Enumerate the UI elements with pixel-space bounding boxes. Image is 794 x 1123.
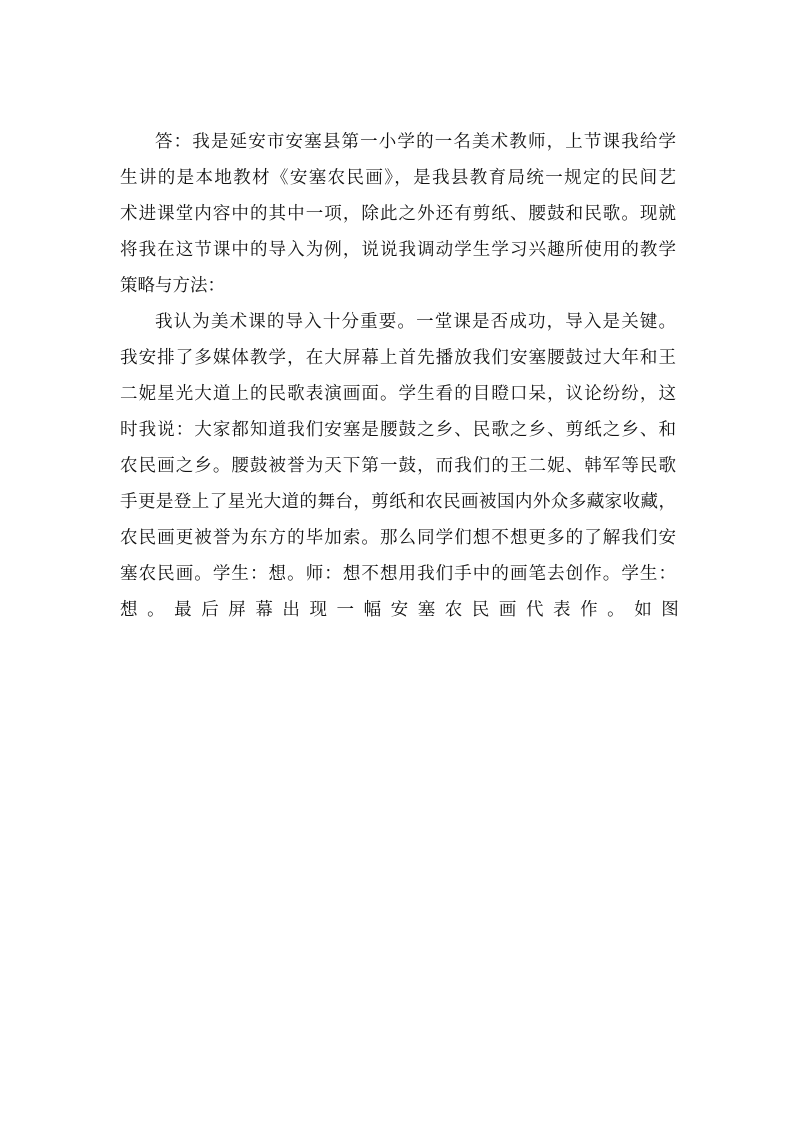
text-line: 农民画之乡。腰鼓被誉为天下第一鼓，而我们的王二妮、韩军等民歌 [120, 456, 676, 476]
text-line: 手更是登上了星光大道的舞台，剪纸和农民画被国内外众多藏家收藏， [120, 492, 676, 512]
text-line: 时我说：大家都知道我们安塞是腰鼓之乡、民歌之乡、剪纸之乡、和 [120, 420, 676, 440]
text-line: 想 。 最 后 屏 幕 出 现 一 幅 安 塞 农 民 画 代 表 作 。 如 图 [120, 600, 681, 620]
paragraph-lesson-introduction [120, 304, 681, 628]
paragraph-answer-intro [120, 124, 676, 304]
text-line: 答：我是延安市安塞县第一小学的一名美术教师，上节课我给学 [155, 132, 676, 152]
text-line: 塞农民画。学生：想。师：想不想用我们手中的画笔去创作。学生： [120, 564, 676, 584]
text-line: 我安排了多媒体教学，在大屏幕上首先播放我们安塞腰鼓过大年和王 [120, 348, 676, 368]
text-line: 农民画更被誉为东方的毕加索。那么同学们想不想更多的了解我们安 [120, 528, 676, 548]
document-body [120, 124, 681, 628]
text-line: 二妮星光大道上的民歌表演画面。学生看的目瞪口呆，议论纷纷，这 [120, 384, 676, 404]
text-line: 我认为美术课的导入十分重要。一堂课是否成功，导入是关键。 [155, 312, 676, 332]
text-line: 生讲的是本地教材《安塞农民画》，是我县教育局统一规定的民间艺 [120, 168, 676, 188]
text-line: 术进课堂内容中的其中一项，除此之外还有剪纸、腰鼓和民歌。现就 [120, 204, 676, 224]
text-line: 策略与方法： [120, 276, 225, 296]
text-line: 将我在这节课中的导入为例，说说我调动学生学习兴趣所使用的教学 [120, 240, 676, 260]
